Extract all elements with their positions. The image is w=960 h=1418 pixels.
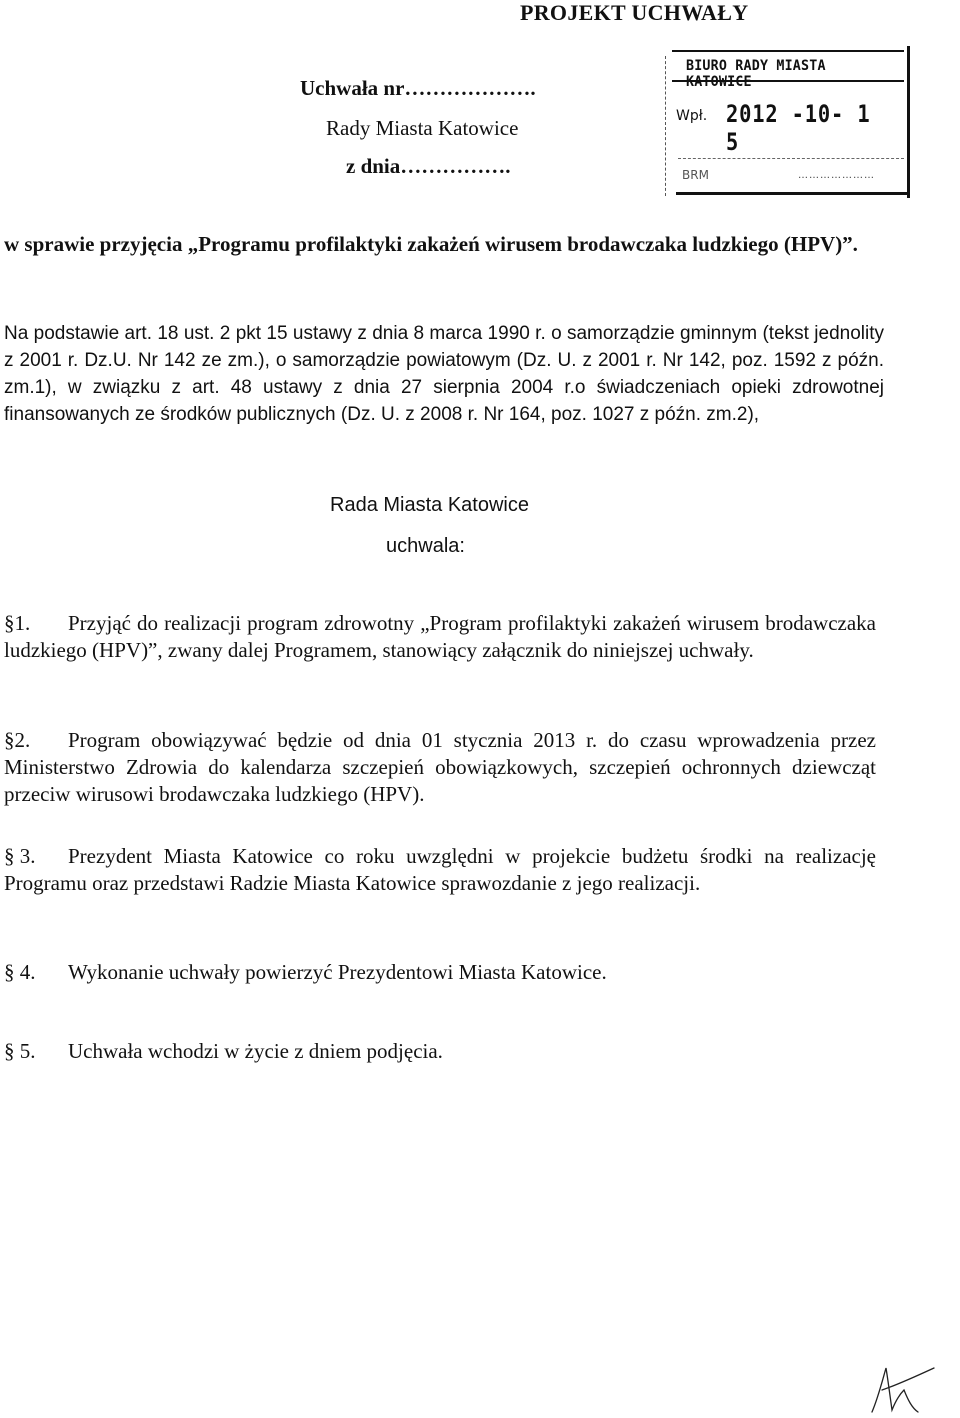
paragraph-text: Przyjąć do realizacji program zdrowotny „Program profilaktyki zakażeń wirusem brodawczaka ludzkiego (HPV)”, zwany dalej Programem, stanowiący załącznik do niniejszej uchwały. xyxy=(4,611,876,662)
legal-basis: Na podstawie art. 18 ust. 2 pkt 15 ustawy z dnia 8 marca 1990 r. o samorządzie gminnym (tekst jednolity z 2001 r. Dz.U. Nr 142 ze zm.), o samorządzie powiatowym (Dz. U. z 2001 r. Nr 142, poz. 1592 z późn. zm.1), w związku z art. 48 ustawy z dnia 27 sierpnia 2004 r.o świadczeniach opieki zdrowotnej finansowanych ze środków publicznych (Dz. U. z 2008 r. Nr 164, poz. 1027 z późn. zm.2), xyxy=(4,323,884,425)
paragraph-number: § 4. xyxy=(4,960,36,984)
stamp-initials: BRM xyxy=(682,168,709,182)
registry-stamp xyxy=(662,46,910,198)
handwritten-initials xyxy=(868,1360,938,1416)
stamp-divider xyxy=(678,158,904,159)
resolution-verb: uchwala: xyxy=(386,535,465,557)
paragraph-4 xyxy=(4,959,876,986)
paragraph-text: Uchwała wchodzi w życie z dniem podjęcia. xyxy=(68,1039,443,1063)
stamp-received-date: 2012 -10- 1 5 xyxy=(726,100,871,156)
resolution-number: Uchwała nr………………. xyxy=(300,76,536,100)
paragraph-3 xyxy=(4,843,876,897)
paragraph-text: Program obowiązywać będzie od dnia 01 stycznia 2013 r. do czasu wprowadzenia przez Ministerstwo Zdrowia do kalendarza szczepień obowiązkowych, szczepień ochronnych dziewcząt przeciw wirusowi brodawczaka ludzkiego (HPV). xyxy=(4,728,876,806)
paragraph-number: §1. xyxy=(4,611,31,635)
stamp-bottom-border xyxy=(676,192,908,195)
paragraph-text: Wykonanie uchwały powierzyć Prezydentowi Miasta Katowice. xyxy=(68,960,607,984)
council-name: Rady Miasta Katowice xyxy=(326,116,519,140)
paragraph-number: §2. xyxy=(4,728,31,752)
document-header-title: PROJEKT UCHWAŁY xyxy=(520,0,749,25)
stamp-right-border xyxy=(907,46,910,198)
paragraph-5 xyxy=(4,1038,876,1065)
paragraph-2 xyxy=(4,727,876,808)
stamp-office-name: BIURO RADY MIASTA KATOWICE xyxy=(686,58,826,90)
paragraph-text: Prezydent Miasta Katowice co roku uwzględni w projekcie budżetu środki na realizację Programu oraz przedstawi Radzie Miasta Katowice sprawozdanie z jego realizacji. xyxy=(4,844,876,895)
resolving-body: Rada Miasta Katowice xyxy=(330,494,529,516)
paragraph-1 xyxy=(4,610,876,664)
paragraph-number: § 3. xyxy=(4,844,36,868)
stamp-received-prefix: Wpł. xyxy=(676,108,708,124)
stamp-left-border xyxy=(665,56,666,196)
paragraph-number: § 5. xyxy=(4,1039,36,1063)
stamp-office-band xyxy=(672,50,904,90)
resolution-subject: w sprawie przyjęcia „Programu profilaktyki zakażeń wirusem brodawczaka ludzkiego (HPV)”. xyxy=(4,232,858,256)
resolution-date: z dnia……………. xyxy=(346,154,511,178)
stamp-signature-dots: ………………… xyxy=(798,170,875,181)
